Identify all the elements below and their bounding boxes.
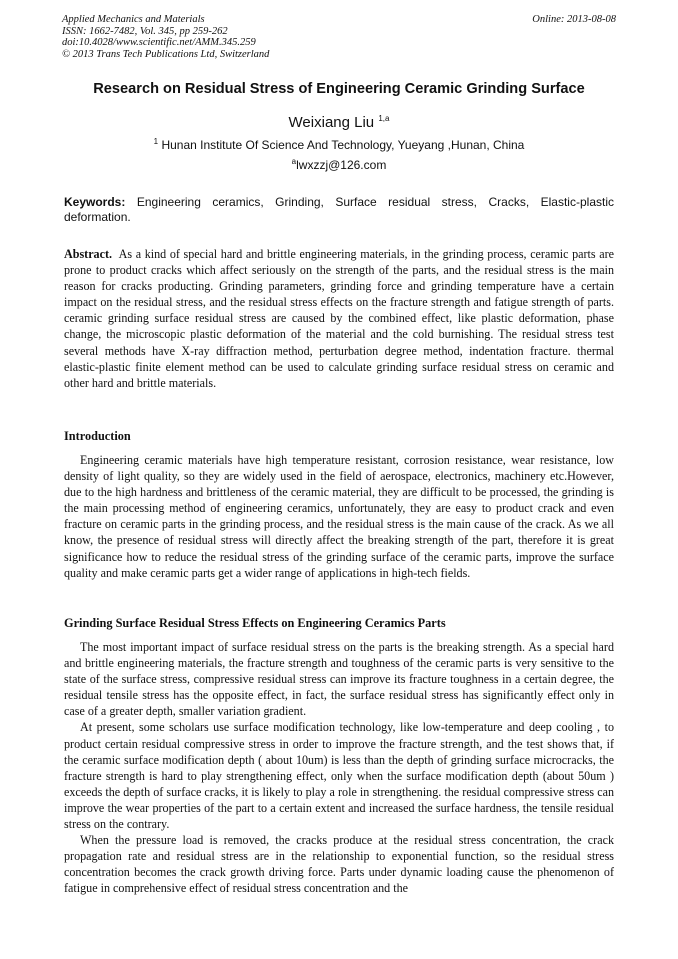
section-heading-introduction: Introduction	[64, 429, 131, 443]
abstract-text: As a kind of special hard and brittle engineering materials, in the grinding process, ceramic parts are prone to product cracks which affect seriously on the strength of the parts, and the residual stress is the main reason for cracks producting. Grinding parameters, grinding force and grinding temperature have a certain impact on the residual stress, and the residual stress effects on the fracture strength and fatigue strength of parts. ceramic grinding surface residual stress are caused by the combined effect, like plastic deformation, phase change, the microscopic plastic deformation of the material and the cold burnishing. The residual stress test several methods have X-ray diffraction method, perturbation degree method, indentation fracture. thermal elastic-plastic finite element method can be used to calculate grinding surface residual stress on ceramic and other hard and brittle materials.	[64, 247, 614, 390]
affiliation-superscript: 1	[153, 137, 159, 146]
author-line	[0, 114, 678, 131]
email-line	[0, 158, 678, 172]
paragraph: Engineering ceramic materials have high temperature resistant, corrosion resistance, wear resistance, low density of light quality, so they are widely used in the field of aerospace, electronics, machinery etc.However, due to the high hardness and brittleness of the ceramic material, they are difficult to be processed, the grinding is the main processing method of engineering ceramics, unfortunately, they are easy to product crack and even fracture on ceramic parts in the grinding process, and the residual stress is the main cause of the crack. As we all know, the presence of residual stress will directly affect the breaking strength of the part, therefore it is great significance how to reduce the residual stress of the grinding surface of the ceramic parts, improve the surface quality and make ceramic parts get a wider range of applications in high-tech fields.	[64, 453, 614, 580]
doi-line[interactable]: doi:10.4028/www.scientific.net/AMM.345.259	[62, 37, 256, 48]
paragraph: When the pressure load is removed, the cracks produce at the residual stress concentration, the crack propagation rate and residual stress are in the relationship to exponential function, so the residual stress concentration becomes the crack growth driving force. Parts under dynamic loading cause the phenomenon of fatigue in comprehensive effect of residual stress concentration and the	[64, 833, 614, 896]
online-date: Online: 2013-08-08	[532, 14, 616, 25]
keywords-label: Keywords:	[64, 195, 126, 209]
paragraph: The most important impact of surface residual stress on the parts is the breaking strength. As a special hard and brittle engineering materials, the fracture strength and toughness of the ceramic parts is very sensitive to the state of the surface stress, compressive residual stress can improve its fracture toughness in a certain degree, the residual tensile stress has the opposite effect, in fact, the surface residual stress has significantly effect only in case of a greater depth, smaller variation gradient.	[64, 640, 614, 719]
paragraph: At present, some scholars use surface modification technology, like low-temperature and deep cooling , to product certain residual compressive stress in order to improve the fracture strength, and the test shows that, if the ceramic surface modification depth ( about 10um) is less than the depth of grinding surface microcracks, the fracture strength is hard to play strengthening effect, only when the surface modification depth (about 50um ) exceeds the depth of surface cracks, it is likely to play a role in strengthening. the residual compressive stress can improve the wear properties of the part to a certain extent and increased the surface hardness, the tensile residual stress on the contrary.	[64, 720, 614, 832]
journal-name: Applied Mechanics and Materials	[62, 14, 205, 25]
author-name: Weixiang Liu	[288, 114, 375, 131]
email-address[interactable]: lwxzzj@126.com	[296, 158, 387, 172]
affiliation-line	[0, 138, 678, 152]
paper-title: Research on Residual Stress of Engineering Ceramic Grinding Surface	[93, 81, 585, 97]
abstract-label: Abstract.	[64, 247, 113, 261]
email-superscript: a	[291, 157, 297, 166]
abstract	[64, 246, 614, 391]
section-body-residual-stress-effects	[64, 639, 614, 897]
keywords-text: Engineering ceramics, Grinding, Surface residual stress, Cracks, Elastic-plastic deformation.	[64, 195, 614, 224]
copyright-line: © 2013 Trans Tech Publications Ltd, Switzerland	[62, 48, 270, 60]
issn-line: ISSN: 1662-7482, Vol. 345, pp 259-262	[62, 25, 228, 37]
author-superscript: 1,a	[378, 114, 390, 123]
section-body-introduction	[64, 452, 614, 581]
keywords	[64, 195, 614, 225]
affiliation-text: Hunan Institute Of Science And Technology, Yueyang ,Hunan, China	[161, 138, 525, 152]
section-heading-residual-stress-effects: Grinding Surface Residual Stress Effects on Engineering Ceramics Parts	[64, 616, 446, 630]
journal-header	[62, 14, 616, 60]
